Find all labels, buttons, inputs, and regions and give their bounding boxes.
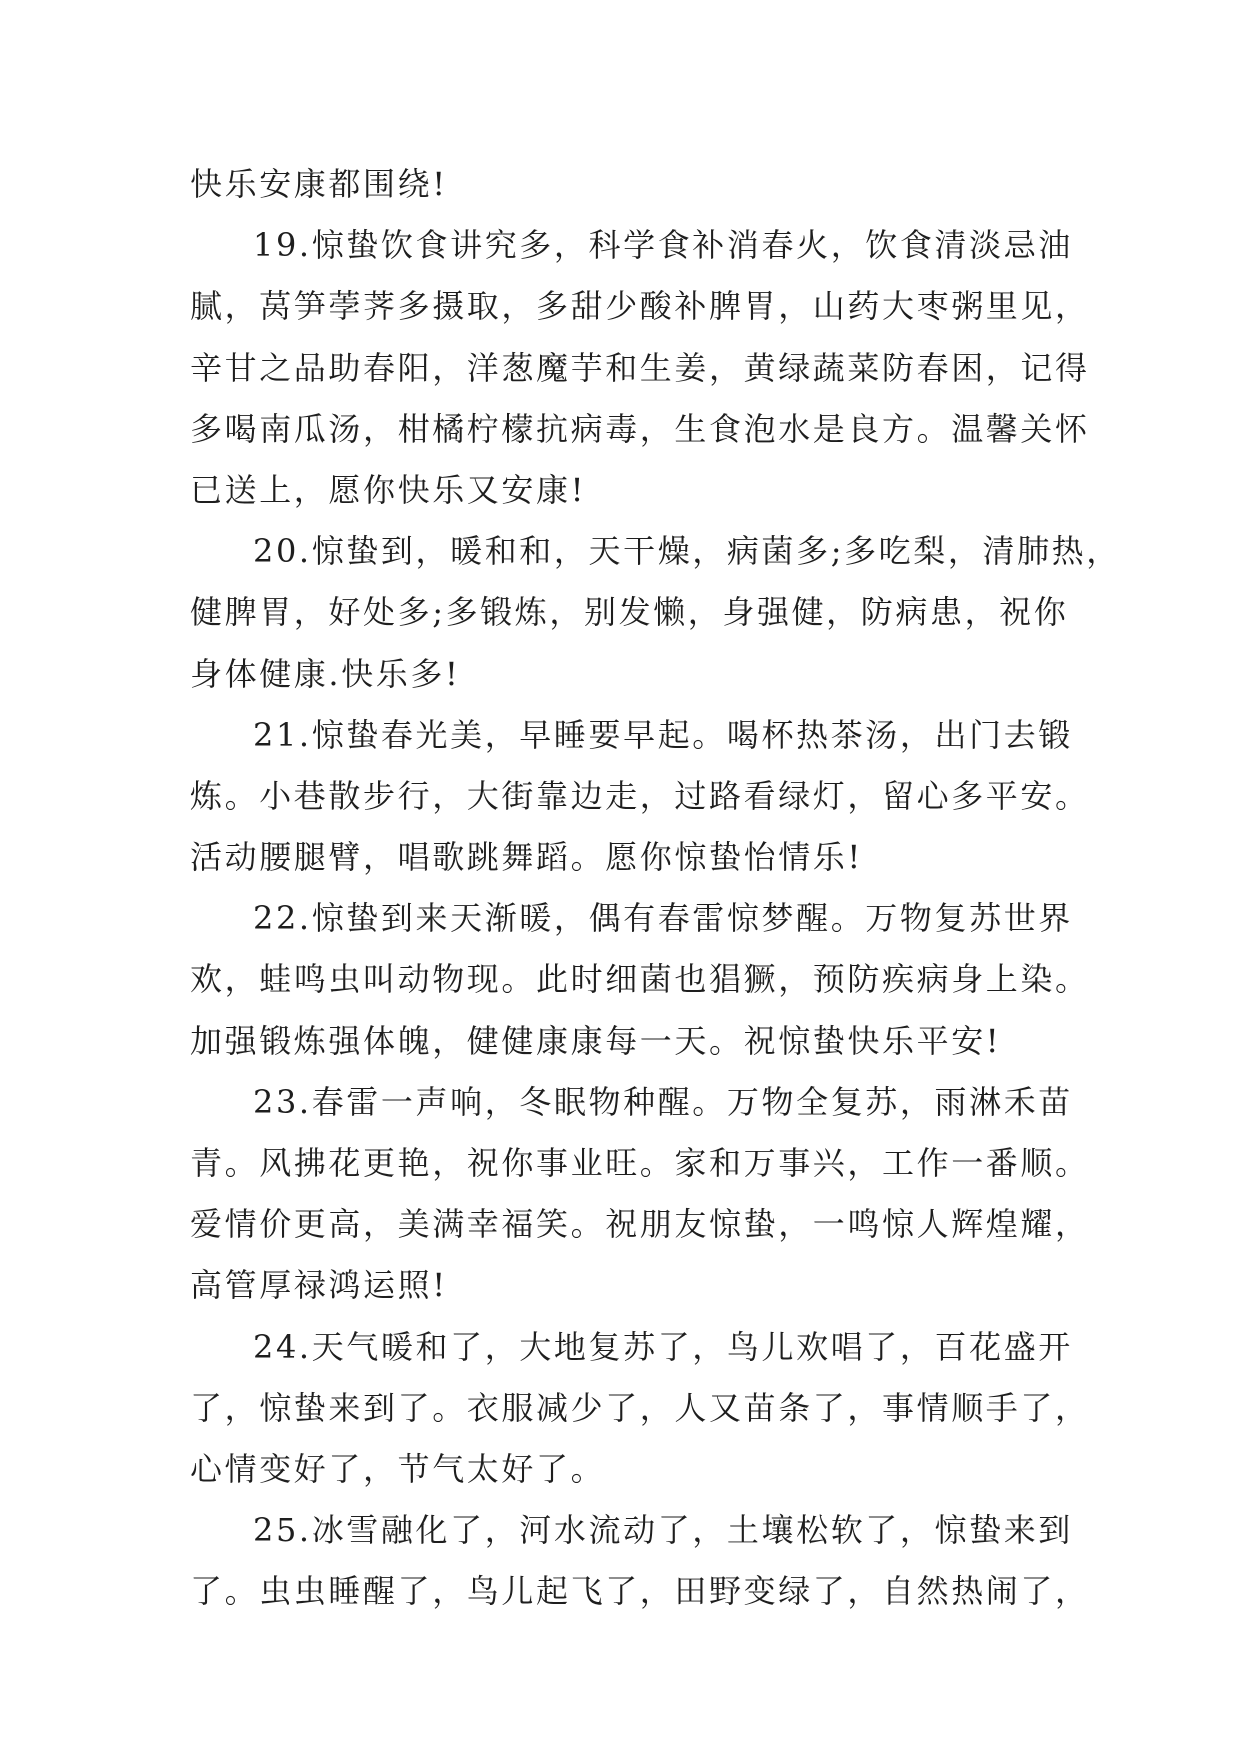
text-line: 活动腰腿臂，唱歌跳舞蹈。愿你惊蛰怡情乐! [190,838,863,877]
text-line: 了。虫虫睡醒了，鸟儿起飞了，田野变绿了，自然热闹了， [190,1572,1090,1611]
text-line: 了，惊蛰来到了。衣服减少了，人又苗条了，事情顺手了， [190,1388,1090,1427]
text-line: 心情变好了，节气太好了。 [190,1449,606,1488]
text-line: 多喝南瓜汤，柑橘柠檬抗病毒，生食泡水是良方。温馨关怀 [190,409,1090,448]
text-line: 高管厚禄鸿运照! [190,1266,448,1305]
text-line: 加强锻炼强体魄，健健康康每一天。祝惊蛰快乐平安! [190,1021,1002,1060]
document-body [190,154,1121,1623]
paragraph-24-first-line: 24.天气暖和了，大地复苏了，鸟儿欢唱了，百花盛开 [253,1327,1073,1366]
text-line: 青。风拂花更艳，祝你事业旺。家和万事兴，工作一番顺。 [190,1144,1090,1182]
text-line: 快乐安康都围绕! [190,165,448,203]
paragraph-19-first-line: 19.惊蛰饮食讲究多，科学食补消春火，饮食清淡忌油 [253,226,1073,265]
paragraph-22-first-line: 22.惊蛰到来天渐暖，偶有春雷惊梦醒。万物复苏世界 [253,899,1073,938]
text-line: 身体健康.快乐多! [190,654,461,693]
text-line: 爱情价更高，美满幸福笑。祝朋友惊蛰，一鸣惊人辉煌耀， [190,1205,1090,1244]
text-line: 欢，蛙鸣虫叫动物现。此时细菌也猖獗，预防疾病身上染。 [190,960,1090,999]
paragraph-25-first-line: 25.冰雪融化了，河水流动了，土壤松软了，惊蛰来到 [253,1511,1073,1550]
text-line: 已送上，愿你快乐又安康! [190,470,587,509]
text-line: 炼。小巷散步行，大街靠边走，过路看绿灯，留心多平安。 [190,776,1090,815]
paragraph-20-first-line: 20.惊蛰到，暖和和，天干燥，病菌多;多吃梨，清肺热， [253,532,1121,571]
paragraph-21-first-line: 21.惊蛰春光美，早睡要早起。喝杯热茶汤，出门去锻 [253,715,1073,754]
text-line: 腻，莴笋荸荠多摄取，多甜少酸补脾胃，山药大枣粥里见， [190,287,1090,326]
text-line: 健脾胃，好处多;多锻炼，别发懒，身强健，防病患，祝你 [190,593,1069,632]
paragraph-23-first-line: 23.春雷一声响，冬眠物种醒。万物全复苏，雨淋禾苗 [253,1082,1073,1121]
text-line: 辛甘之品助春阳，洋葱魔芋和生姜，黄绿蔬菜防春困，记得 [190,348,1090,387]
